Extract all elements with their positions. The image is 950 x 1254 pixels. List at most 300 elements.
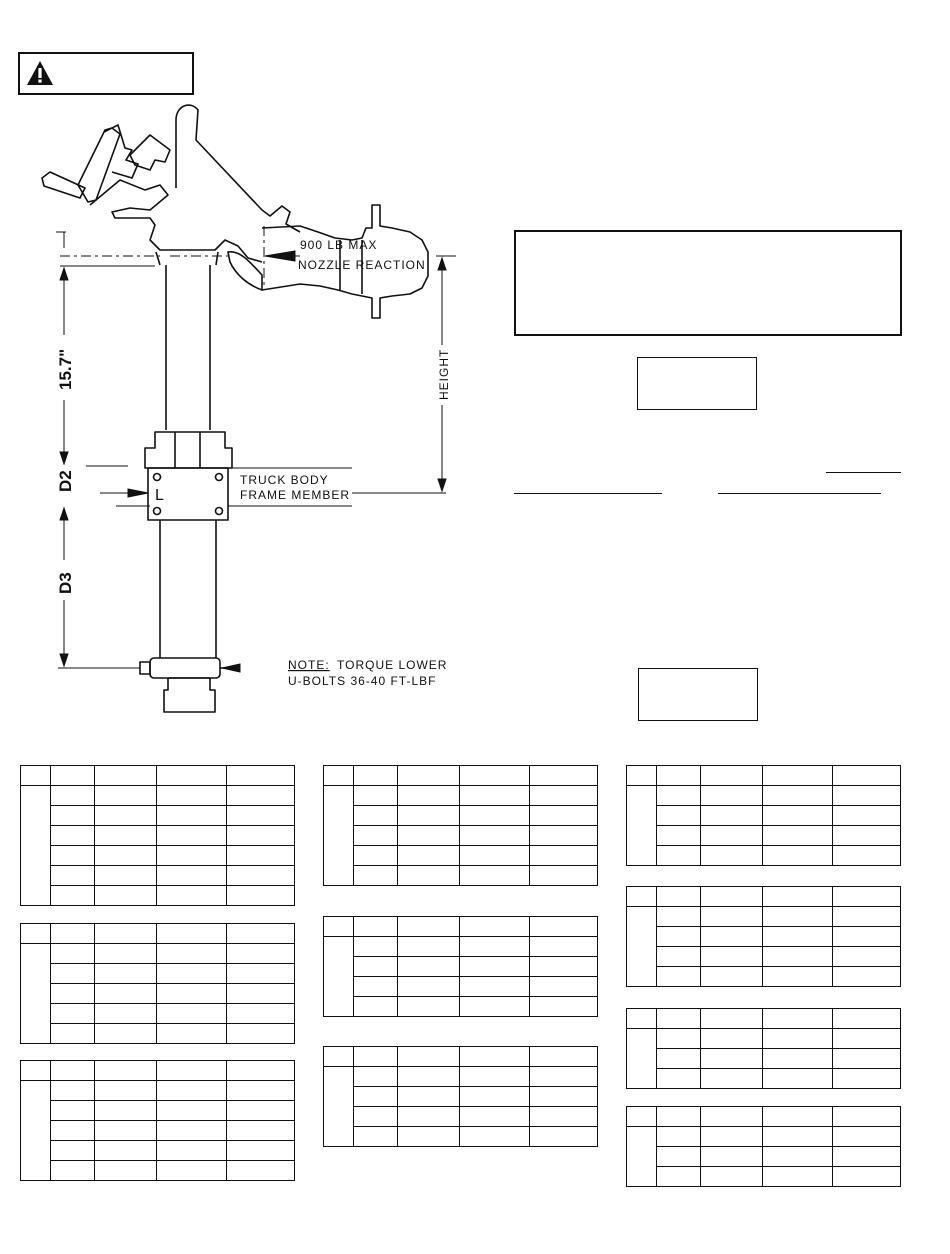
table-cell — [227, 1121, 295, 1141]
table-cell — [398, 1087, 460, 1107]
spec-table-2 — [20, 923, 295, 1044]
table-row — [324, 1067, 598, 1087]
table-cell — [51, 1081, 95, 1101]
table-cell — [51, 1161, 95, 1181]
table-cell — [627, 766, 657, 786]
table-cell — [324, 786, 354, 886]
blank-line-1 — [826, 472, 901, 473]
table-cell — [21, 1081, 51, 1181]
table-cell — [157, 846, 227, 866]
table-cell — [657, 927, 701, 947]
table-cell — [95, 944, 157, 964]
table-row — [21, 786, 295, 806]
table-cell — [354, 1067, 398, 1087]
table-cell — [530, 1107, 598, 1127]
table-cell — [21, 766, 51, 786]
table-cell — [324, 766, 354, 786]
label-box-lower — [638, 668, 758, 721]
table-cell — [833, 947, 901, 967]
table-cell — [95, 924, 157, 944]
table-row — [21, 1101, 295, 1121]
table-cell — [460, 917, 530, 937]
table-row — [627, 786, 901, 806]
table-cell — [95, 886, 157, 906]
table-row — [324, 997, 598, 1017]
table-cell — [21, 1061, 51, 1081]
table-cell — [833, 846, 901, 866]
table-cell — [95, 1141, 157, 1161]
table-row — [324, 846, 598, 866]
table-cell — [763, 1167, 833, 1187]
table-cell — [95, 964, 157, 984]
table-cell — [701, 947, 763, 967]
table-header-row — [324, 766, 598, 786]
table-cell — [460, 1107, 530, 1127]
spec-table-7 — [626, 765, 901, 866]
table-cell — [763, 1147, 833, 1167]
table-cell — [51, 1101, 95, 1121]
table-cell — [657, 967, 701, 987]
table-cell — [657, 786, 701, 806]
table-cell — [833, 1107, 901, 1127]
table-cell — [157, 1081, 227, 1101]
table-cell — [833, 1127, 901, 1147]
table-cell — [701, 1069, 763, 1089]
table-row — [21, 1141, 295, 1161]
table-cell — [51, 924, 95, 944]
table-cell — [701, 907, 763, 927]
spec-table-6 — [323, 1046, 598, 1147]
table-cell — [763, 927, 833, 947]
table-cell — [157, 984, 227, 1004]
table-row — [324, 866, 598, 886]
table-cell — [657, 887, 701, 907]
table-cell — [657, 1069, 701, 1089]
table-cell — [227, 766, 295, 786]
table-cell — [354, 826, 398, 846]
table-header-row — [627, 1107, 901, 1127]
bracket-letter: L — [155, 487, 164, 504]
spec-table-9 — [626, 1008, 901, 1089]
table-cell — [398, 997, 460, 1017]
table-cell — [227, 1141, 295, 1161]
table-row — [627, 846, 901, 866]
blank-line-2 — [514, 493, 662, 494]
table-cell — [157, 1024, 227, 1044]
table-cell — [354, 866, 398, 886]
table-row — [324, 786, 598, 806]
spec-table-5 — [323, 916, 598, 1017]
table-cell — [833, 1009, 901, 1029]
table-cell — [833, 826, 901, 846]
table-cell — [833, 907, 901, 927]
table-row — [324, 977, 598, 997]
table-row — [627, 1167, 901, 1187]
lever-block — [130, 135, 170, 170]
table-row — [324, 1087, 598, 1107]
table-cell — [354, 957, 398, 977]
table-cell — [833, 806, 901, 826]
table-cell — [833, 1069, 901, 1089]
note-prefix: NOTE: — [288, 658, 330, 672]
callout-text-2: NOZZLE REACTION — [298, 258, 426, 272]
table-cell — [530, 997, 598, 1017]
elbow — [228, 252, 262, 290]
table-cell — [657, 766, 701, 786]
table-row — [21, 1081, 295, 1101]
table-row — [627, 806, 901, 826]
table-cell — [701, 887, 763, 907]
table-cell — [324, 1067, 354, 1147]
table-cell — [460, 786, 530, 806]
table-row — [21, 984, 295, 1004]
table-row — [324, 937, 598, 957]
table-cell — [657, 947, 701, 967]
table-cell — [627, 786, 657, 866]
note-line-2: U-BOLTS 36-40 FT-LBF — [288, 674, 437, 688]
table-cell — [833, 1167, 901, 1187]
table-cell — [354, 1107, 398, 1127]
table-cell — [530, 977, 598, 997]
table-cell — [701, 1167, 763, 1187]
table-cell — [51, 766, 95, 786]
table-cell — [51, 826, 95, 846]
table-cell — [157, 944, 227, 964]
table-cell — [51, 984, 95, 1004]
table-cell — [627, 887, 657, 907]
table-cell — [51, 806, 95, 826]
table-cell — [763, 846, 833, 866]
table-cell — [398, 806, 460, 826]
table-cell — [657, 826, 701, 846]
table-cell — [398, 866, 460, 886]
blank-line-3 — [718, 493, 881, 494]
table-cell — [227, 1161, 295, 1181]
table-cell — [530, 957, 598, 977]
height-label: HEIGHT — [437, 348, 451, 400]
body-outline — [90, 180, 262, 262]
table-cell — [95, 1081, 157, 1101]
table-cell — [21, 924, 51, 944]
table-cell — [227, 846, 295, 866]
table-cell — [763, 1127, 833, 1147]
table-cell — [95, 1161, 157, 1181]
table-cell — [95, 1121, 157, 1141]
riser-arm — [176, 105, 300, 232]
table-cell — [354, 977, 398, 997]
table-cell — [21, 944, 51, 1044]
table-cell — [21, 786, 51, 906]
table-cell — [354, 917, 398, 937]
table-row — [627, 907, 901, 927]
table-cell — [701, 1029, 763, 1049]
label-box-upper — [637, 357, 757, 410]
table-row — [21, 886, 295, 906]
table-cell — [51, 1024, 95, 1044]
table-cell — [460, 1087, 530, 1107]
table-row — [627, 826, 901, 846]
table-cell — [530, 937, 598, 957]
table-cell — [227, 1024, 295, 1044]
table-row — [21, 944, 295, 964]
table-cell — [95, 1061, 157, 1081]
table-cell — [398, 1127, 460, 1147]
table-row — [627, 947, 901, 967]
table-cell — [398, 766, 460, 786]
table-cell — [627, 1029, 657, 1089]
spec-table-1 — [20, 765, 295, 906]
dim-15-7: 15.7" — [56, 348, 75, 390]
spec-table-4 — [323, 765, 598, 886]
spec-table-8 — [626, 886, 901, 987]
table-cell — [460, 866, 530, 886]
table-cell — [354, 997, 398, 1017]
table-cell — [627, 1127, 657, 1187]
table-cell — [701, 826, 763, 846]
table-cell — [354, 1127, 398, 1147]
table-cell — [51, 846, 95, 866]
table-cell — [398, 937, 460, 957]
table-cell — [530, 1087, 598, 1107]
table-cell — [833, 786, 901, 806]
table-cell — [701, 766, 763, 786]
spec-table-3 — [20, 1060, 295, 1181]
table-cell — [627, 1107, 657, 1127]
table-cell — [657, 1009, 701, 1029]
callout-text: 900 LB MAX — [300, 238, 378, 252]
table-cell — [157, 1161, 227, 1181]
table-cell — [227, 1081, 295, 1101]
table-cell — [763, 967, 833, 987]
table-row — [324, 1107, 598, 1127]
table-cell — [460, 1047, 530, 1067]
table-cell — [833, 766, 901, 786]
table-row — [627, 1127, 901, 1147]
table-cell — [657, 1147, 701, 1167]
table-cell — [530, 846, 598, 866]
table-cell — [324, 937, 354, 1017]
table-cell — [354, 1047, 398, 1067]
table-cell — [157, 1121, 227, 1141]
table-cell — [701, 1009, 763, 1029]
table-cell — [324, 1047, 354, 1067]
table-cell — [51, 886, 95, 906]
table-row — [324, 806, 598, 826]
table-row — [21, 826, 295, 846]
table-cell — [530, 1127, 598, 1147]
table-cell — [763, 1107, 833, 1127]
table-cell — [157, 924, 227, 944]
table-cell — [398, 1107, 460, 1127]
table-cell — [95, 826, 157, 846]
table-cell — [95, 806, 157, 826]
table-cell — [354, 786, 398, 806]
table-cell — [460, 937, 530, 957]
table-row — [21, 1004, 295, 1024]
table-cell — [51, 1004, 95, 1024]
inlet-coupling — [164, 678, 215, 712]
table-header-row — [324, 1047, 598, 1067]
table-cell — [95, 1004, 157, 1024]
table-cell — [833, 1147, 901, 1167]
table-cell — [657, 907, 701, 927]
table-cell — [530, 1047, 598, 1067]
table-cell — [157, 766, 227, 786]
table-cell — [354, 937, 398, 957]
table-cell — [833, 1029, 901, 1049]
table-row — [627, 1029, 901, 1049]
table-cell — [627, 907, 657, 987]
table-cell — [227, 1061, 295, 1081]
table-row — [324, 957, 598, 977]
table-cell — [763, 907, 833, 927]
table-header-row — [627, 766, 901, 786]
table-cell — [701, 927, 763, 947]
table-header-row — [21, 1061, 295, 1081]
table-cell — [354, 806, 398, 826]
table-header-row — [21, 924, 295, 944]
table-cell — [460, 766, 530, 786]
table-cell — [398, 786, 460, 806]
table-cell — [157, 786, 227, 806]
table-cell — [51, 964, 95, 984]
table-cell — [460, 1067, 530, 1087]
table-row — [627, 967, 901, 987]
table-row — [627, 927, 901, 947]
table-cell — [701, 1127, 763, 1147]
table-cell — [398, 826, 460, 846]
table-cell — [701, 846, 763, 866]
table-row — [627, 1069, 901, 1089]
table-cell — [51, 1061, 95, 1081]
table-cell — [763, 1049, 833, 1069]
table-cell — [657, 846, 701, 866]
table-cell — [51, 786, 95, 806]
table-cell — [157, 1141, 227, 1161]
table-cell — [398, 957, 460, 977]
table-cell — [763, 947, 833, 967]
table-row — [324, 826, 598, 846]
table-row — [21, 846, 295, 866]
table-cell — [701, 1147, 763, 1167]
table-cell — [460, 957, 530, 977]
table-cell — [227, 886, 295, 906]
table-cell — [51, 1141, 95, 1161]
table-cell — [530, 826, 598, 846]
table-row — [21, 806, 295, 826]
table-cell — [95, 786, 157, 806]
table-cell — [227, 786, 295, 806]
table-cell — [460, 977, 530, 997]
table-cell — [227, 964, 295, 984]
table-cell — [530, 866, 598, 886]
table-cell — [157, 1004, 227, 1024]
dim-d2: D2 — [56, 470, 75, 492]
table-cell — [763, 806, 833, 826]
notice-box — [514, 230, 902, 336]
table-cell — [657, 806, 701, 826]
table-cell — [157, 964, 227, 984]
table-cell — [657, 1029, 701, 1049]
table-cell — [354, 1087, 398, 1107]
table-cell — [460, 826, 530, 846]
table-header-row — [21, 766, 295, 786]
table-cell — [227, 1101, 295, 1121]
table-cell — [657, 1107, 701, 1127]
table-cell — [657, 1167, 701, 1187]
table-cell — [95, 766, 157, 786]
table-cell — [763, 826, 833, 846]
table-cell — [51, 866, 95, 886]
table-cell — [460, 806, 530, 826]
table-cell — [763, 766, 833, 786]
table-cell — [763, 1009, 833, 1029]
table-cell — [530, 1067, 598, 1087]
table-cell — [95, 1024, 157, 1044]
table-row — [21, 866, 295, 886]
table-cell — [701, 1107, 763, 1127]
table-cell — [763, 1069, 833, 1089]
table-cell — [157, 1101, 227, 1121]
table-cell — [227, 984, 295, 1004]
table-cell — [227, 924, 295, 944]
table-cell — [95, 1101, 157, 1121]
table-cell — [157, 806, 227, 826]
table-cell — [157, 886, 227, 906]
table-cell — [95, 866, 157, 886]
table-cell — [530, 766, 598, 786]
table-cell — [763, 887, 833, 907]
table-cell — [157, 866, 227, 886]
table-cell — [460, 997, 530, 1017]
table-header-row — [627, 1009, 901, 1029]
table-cell — [398, 846, 460, 866]
table-header-row — [324, 917, 598, 937]
table-cell — [157, 1061, 227, 1081]
table-cell — [627, 1009, 657, 1029]
note-line-1: TORQUE LOWER — [337, 658, 448, 672]
table-cell — [227, 1004, 295, 1024]
table-cell — [354, 766, 398, 786]
table-cell — [398, 917, 460, 937]
table-cell — [701, 806, 763, 826]
table-cell — [398, 977, 460, 997]
table-row — [21, 1024, 295, 1044]
table-row — [324, 1127, 598, 1147]
table-cell — [763, 786, 833, 806]
table-cell — [354, 846, 398, 866]
table-row — [21, 1161, 295, 1181]
table-cell — [227, 866, 295, 886]
table-cell — [157, 826, 227, 846]
table-cell — [657, 1127, 701, 1147]
dim-d3: D3 — [56, 572, 75, 594]
table-row — [21, 1121, 295, 1141]
table-cell — [51, 1121, 95, 1141]
flange — [145, 432, 232, 468]
table-cell — [530, 917, 598, 937]
table-cell — [227, 944, 295, 964]
table-cell — [833, 927, 901, 947]
u-bolt-clamp — [150, 658, 220, 678]
table-cell — [763, 1029, 833, 1049]
table-cell — [833, 887, 901, 907]
table-cell — [701, 967, 763, 987]
table-cell — [701, 1049, 763, 1069]
table-cell — [833, 1049, 901, 1069]
table-cell — [324, 917, 354, 937]
frame-label-2: FRAME MEMBER — [240, 488, 351, 502]
